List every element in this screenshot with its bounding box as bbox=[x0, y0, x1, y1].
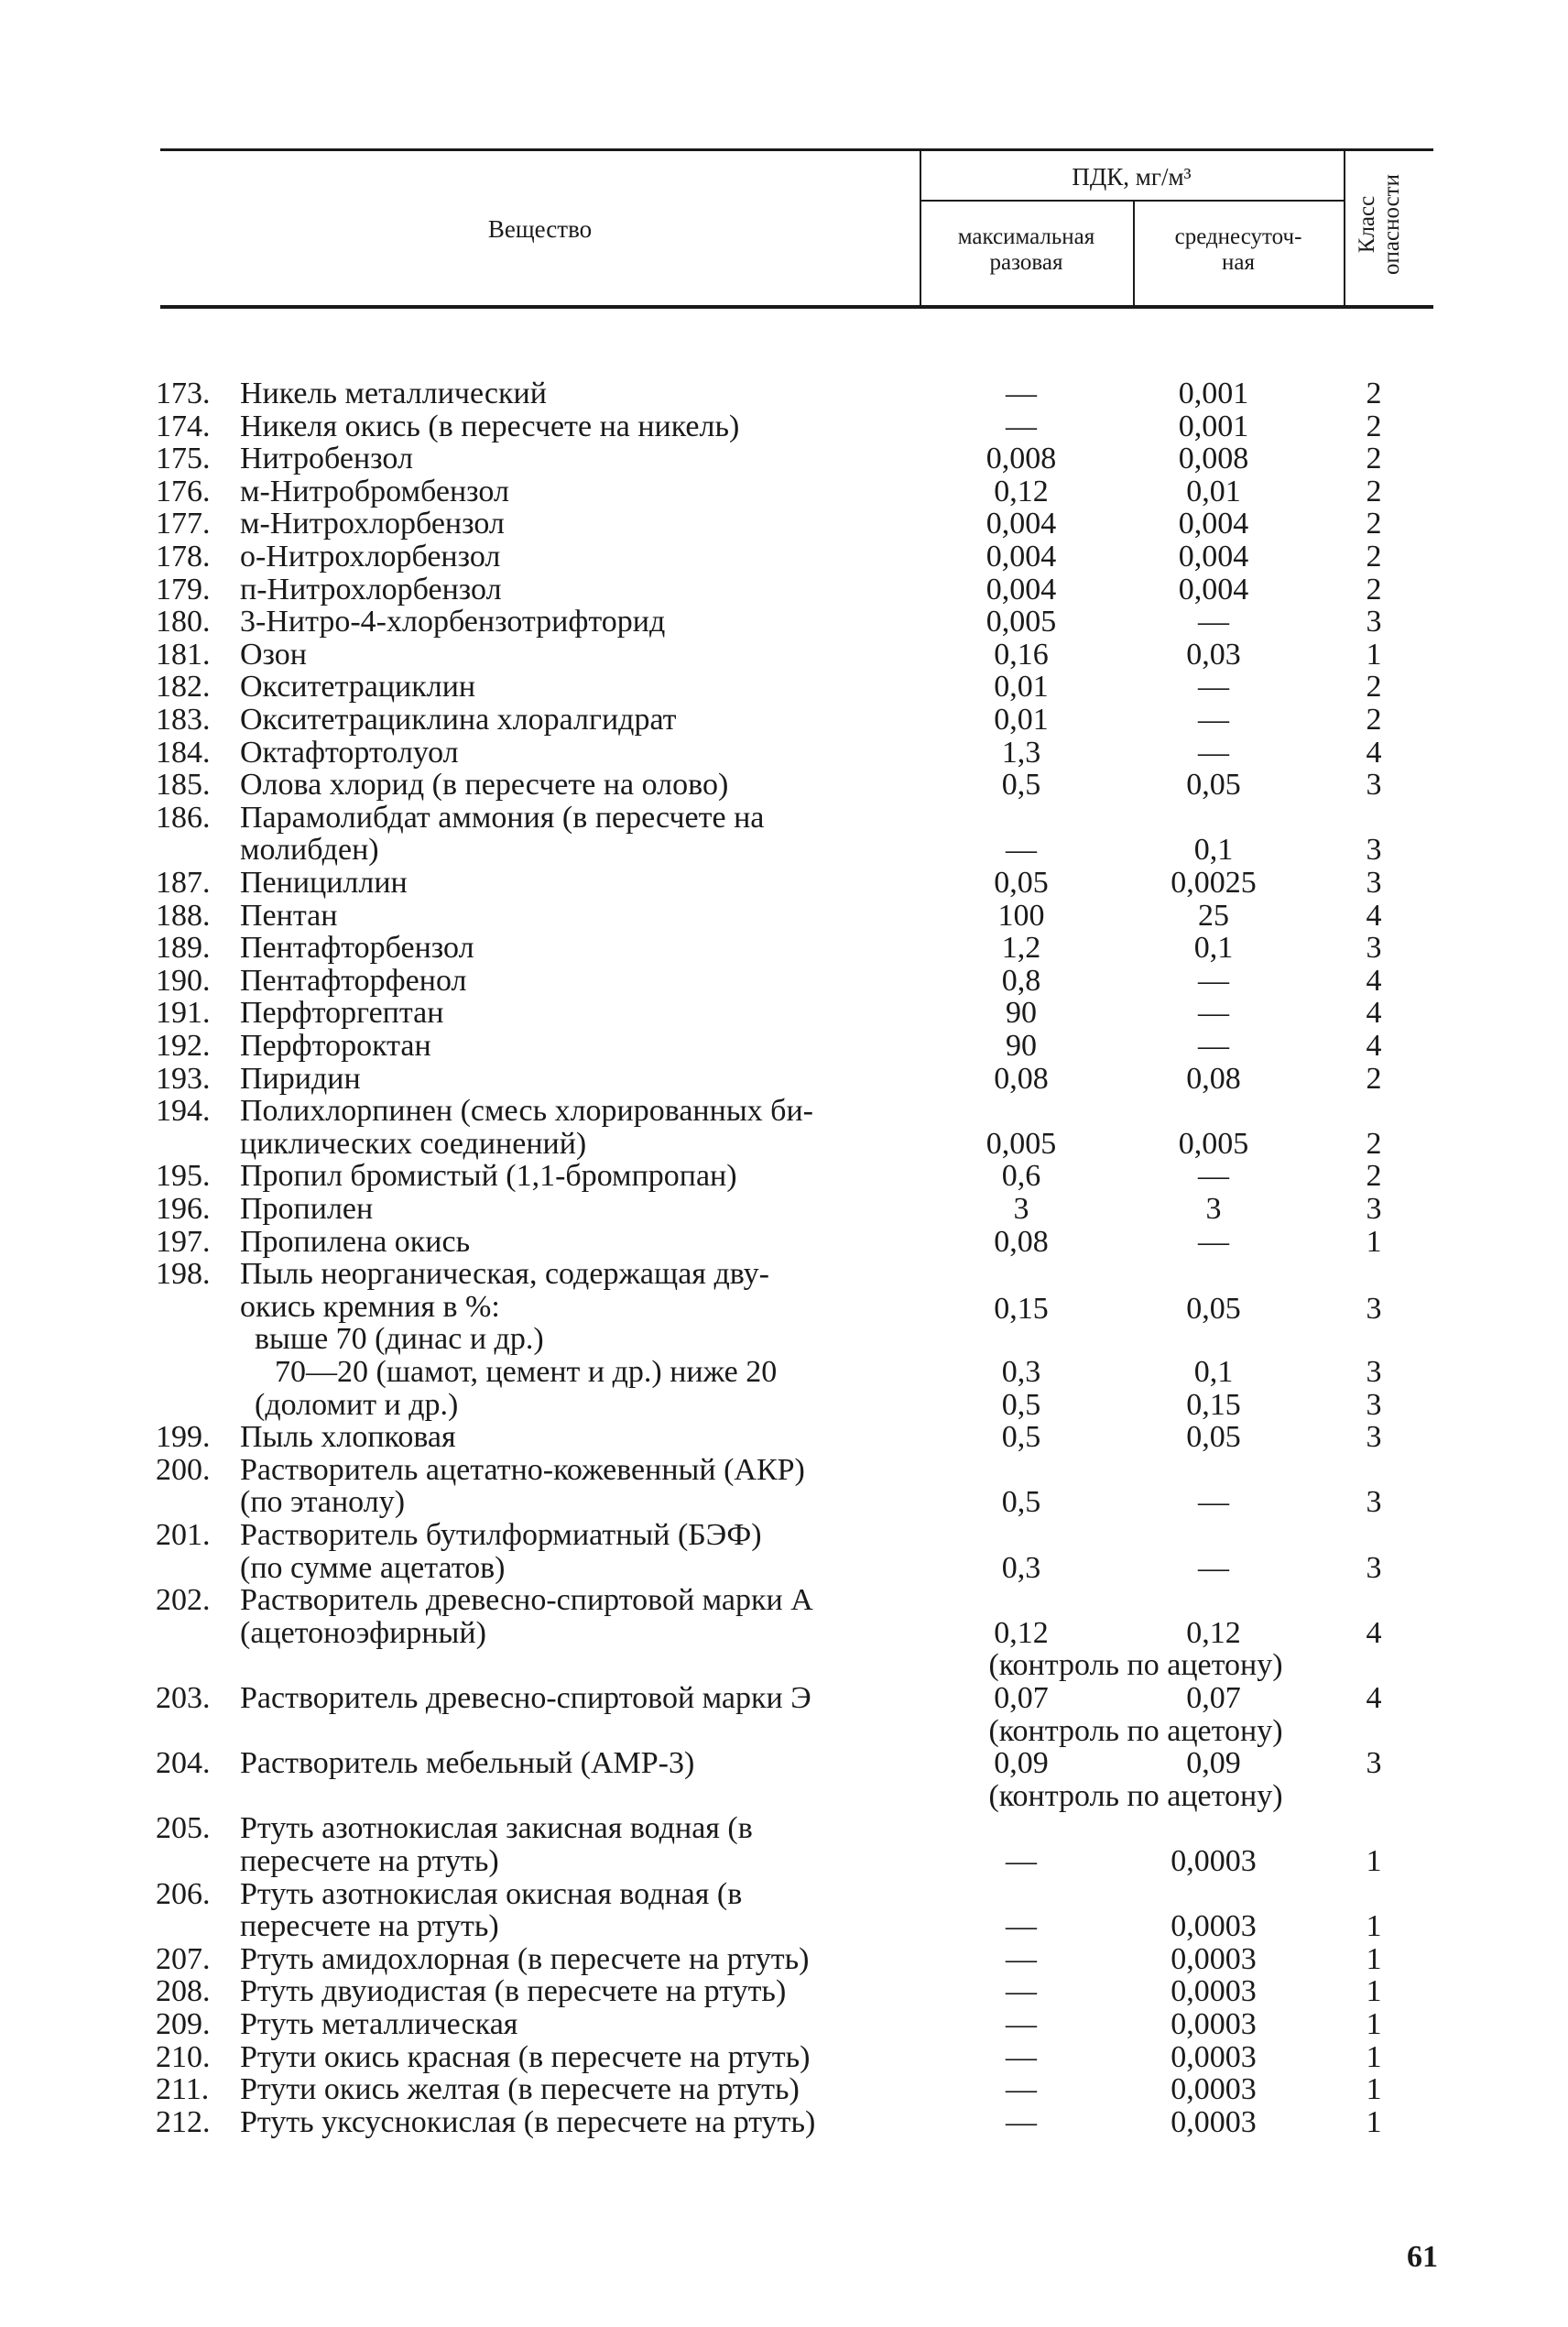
table-row bbox=[0, 900, 1568, 933]
substance-name: Никель металлический bbox=[240, 377, 547, 410]
substance-name: Ртуть амидохлорная (в пересчете на ртуть) bbox=[240, 1941, 810, 1976]
pdk-max-once: 0,5 bbox=[1001, 768, 1041, 803]
table-row bbox=[0, 1812, 1568, 1877]
row-number: 208. bbox=[156, 1974, 211, 2009]
row-number: 203. bbox=[156, 1681, 211, 1715]
hazard-class: 3 bbox=[1366, 605, 1382, 639]
hazard-class: 2 bbox=[1366, 507, 1382, 541]
pdk-daily: — bbox=[1198, 605, 1229, 639]
pdk-max-once: 0,004 bbox=[985, 572, 1057, 606]
substance-name: (по этанолу) bbox=[240, 1485, 406, 1520]
pdk-max-once: 90 bbox=[1006, 1029, 1037, 1063]
pdk-max-once: 0,08 bbox=[994, 1224, 1049, 1259]
pdk-daily: 0,1 bbox=[1193, 1355, 1234, 1389]
pdk-daily: 0,0025 bbox=[1171, 866, 1257, 900]
pdk-daily: 0,004 bbox=[1178, 572, 1249, 606]
pdk-max-once: 1,3 bbox=[1001, 735, 1041, 770]
row-number: 180. bbox=[156, 605, 211, 639]
substance-name: Ртуть металлическая bbox=[240, 2007, 518, 2041]
table-row bbox=[0, 932, 1568, 965]
table-row bbox=[0, 1519, 1568, 1584]
row-number: 205. bbox=[156, 1811, 211, 1846]
row-number: 204. bbox=[156, 1746, 211, 1781]
hazard-class: 1 bbox=[1366, 637, 1382, 672]
pdk-daily: 0,07 bbox=[1186, 1681, 1241, 1715]
header-bottom-rule bbox=[160, 305, 1433, 309]
substance-name: о-Нитрохлорбензол bbox=[240, 540, 501, 574]
pdk-daily: 0,0003 bbox=[1171, 2007, 1257, 2041]
row-number: 195. bbox=[156, 1159, 211, 1194]
substance-name: Октафтортолуол bbox=[240, 735, 459, 770]
pdk-max-once: 0,5 bbox=[1001, 1420, 1041, 1455]
pdk-daily: 0,1 bbox=[1193, 833, 1234, 868]
pdk-daily: 0,05 bbox=[1186, 768, 1241, 803]
pdk-max-once: 0,8 bbox=[1001, 963, 1041, 998]
substance-name: Пентан bbox=[240, 898, 338, 933]
header-substance: Вещество bbox=[487, 215, 593, 243]
row-number: 209. bbox=[156, 2007, 211, 2041]
pdk-max-once: — bbox=[1006, 2072, 1037, 2107]
pdk-daily: — bbox=[1198, 963, 1229, 998]
table-row bbox=[0, 671, 1568, 704]
table-row bbox=[0, 737, 1568, 770]
header-top-rule bbox=[160, 148, 1433, 151]
control-note: (контроль по ацетону) bbox=[988, 1778, 1283, 1813]
row-number: 207. bbox=[156, 1941, 211, 1976]
header-pdk: ПДК, мг/м³ bbox=[1072, 163, 1192, 191]
hazard-class: 2 bbox=[1366, 1061, 1382, 1096]
substance-name: Ртуть двуиодистая (в пересчете на ртуть) bbox=[240, 1974, 787, 2009]
row-number: 201. bbox=[156, 1518, 211, 1552]
hazard-class: 2 bbox=[1366, 377, 1382, 410]
table-row bbox=[0, 704, 1568, 737]
hazard-class: 1 bbox=[1366, 2039, 1382, 2074]
hazard-class: 4 bbox=[1366, 1681, 1382, 1715]
row-number: 210. bbox=[156, 2039, 211, 2074]
hazard-class: 3 bbox=[1366, 1387, 1382, 1422]
pdk-daily: — bbox=[1198, 1159, 1229, 1194]
hazard-class: 1 bbox=[1366, 1224, 1382, 1259]
substance-name: Окситетрациклина хлоралгидрат bbox=[240, 703, 677, 737]
table-row bbox=[0, 1323, 1568, 1356]
table-row bbox=[0, 2008, 1568, 2041]
pdk-daily: 0,005 bbox=[1178, 1126, 1249, 1161]
substance-name: Пропилен bbox=[240, 1192, 374, 1226]
hazard-class: 1 bbox=[1366, 1941, 1382, 1976]
substance-name: (доломит и др.) bbox=[255, 1387, 459, 1422]
hazard-class: 2 bbox=[1366, 670, 1382, 705]
pdk-max-once: — bbox=[1006, 833, 1037, 868]
pdk-max-once: 0,5 bbox=[1001, 1485, 1041, 1520]
pdk-daily: 0,03 bbox=[1186, 637, 1241, 672]
table-row bbox=[0, 802, 1568, 867]
substance-name: Озон bbox=[240, 637, 307, 672]
substance-name: Пыль хлопковая bbox=[240, 1420, 456, 1455]
row-number: 177. bbox=[156, 507, 211, 541]
control-note: (контроль по ацетону) bbox=[988, 1648, 1283, 1683]
substance-name: Полихлорпинен (смесь хлорированных би- bbox=[240, 1094, 813, 1129]
row-number: 193. bbox=[156, 1061, 211, 1096]
header-divider-class bbox=[1344, 151, 1345, 305]
table-row bbox=[0, 377, 1568, 410]
pdk-max-once: — bbox=[1006, 2039, 1037, 2074]
substance-name: Парамолибдат аммония (в пересчете на bbox=[240, 800, 765, 835]
pdk-max-once: 0,15 bbox=[994, 1291, 1049, 1326]
pdk-max-once: 3 bbox=[1013, 1192, 1029, 1226]
substance-name: Пропил бромистый (1,1-бромпропан) bbox=[240, 1159, 737, 1194]
pdk-max-once: 0,16 bbox=[994, 637, 1049, 672]
row-number: 199. bbox=[156, 1420, 211, 1455]
row-number: 186. bbox=[156, 800, 211, 835]
pdk-max-once: 0,05 bbox=[994, 866, 1049, 900]
hazard-class: 3 bbox=[1366, 833, 1382, 868]
hazard-class: 1 bbox=[1366, 1974, 1382, 2009]
pdk-daily: 3 bbox=[1205, 1192, 1222, 1226]
header-hazard-class bbox=[1355, 151, 1404, 298]
row-number: 202. bbox=[156, 1583, 211, 1618]
pdk-max-once: 0,07 bbox=[994, 1681, 1049, 1715]
pdk-daily: 0,0003 bbox=[1171, 2039, 1257, 2074]
substance-name: молибден) bbox=[240, 833, 379, 868]
page-number: 61 bbox=[1407, 2240, 1438, 2274]
control-note: (контроль по ацетону) bbox=[988, 1713, 1283, 1748]
header-daily-line1: среднесуточ- bbox=[1174, 224, 1302, 249]
pdk-daily: 0,0003 bbox=[1171, 2072, 1257, 2107]
substance-name: (ацетоноэфирный) bbox=[240, 1615, 486, 1650]
hazard-class: 1 bbox=[1366, 2104, 1382, 2139]
table-row bbox=[0, 1746, 1568, 1813]
pdk-daily: 0,0003 bbox=[1171, 2104, 1257, 2139]
row-number: 176. bbox=[156, 474, 211, 508]
table-row bbox=[0, 1943, 1568, 1976]
substance-name: 3-Нитро-4-хлорбензотрифторид bbox=[240, 605, 666, 639]
table-row bbox=[0, 1356, 1568, 1421]
substance-name: Растворитель древесно-спиртовой марки Э bbox=[240, 1681, 811, 1715]
substance-name: Растворитель мебельный (АМР-3) bbox=[240, 1746, 695, 1781]
pdk-daily: 0,0003 bbox=[1171, 1909, 1257, 1944]
hazard-class: 2 bbox=[1366, 703, 1382, 737]
pdk-daily: 0,0003 bbox=[1171, 1843, 1257, 1878]
substance-name: п-Нитрохлорбензол bbox=[240, 572, 502, 606]
pdk-daily: 0,05 bbox=[1186, 1291, 1241, 1326]
pdk-max-once: — bbox=[1006, 1941, 1037, 1976]
row-number: 194. bbox=[156, 1094, 211, 1129]
table-row bbox=[0, 965, 1568, 998]
pdk-max-once: — bbox=[1006, 409, 1037, 443]
row-number: 198. bbox=[156, 1257, 211, 1292]
header-pdk-rule bbox=[920, 200, 1344, 202]
pdk-max-once: 0,004 bbox=[985, 540, 1057, 574]
header-daily bbox=[1133, 224, 1344, 276]
table-row bbox=[0, 2073, 1568, 2106]
row-number: 200. bbox=[156, 1452, 211, 1487]
pdk-max-once: 0,12 bbox=[994, 1615, 1049, 1650]
substance-name: пересчете на ртуть) bbox=[240, 1843, 499, 1878]
row-number: 197. bbox=[156, 1224, 211, 1259]
table-row bbox=[0, 1975, 1568, 2008]
pdk-max-once: — bbox=[1006, 1909, 1037, 1944]
pdk-max-once: 0,08 bbox=[994, 1061, 1049, 1096]
pdk-daily: 0,001 bbox=[1178, 377, 1249, 410]
pdk-daily: 0,001 bbox=[1178, 409, 1249, 443]
table-row bbox=[0, 639, 1568, 672]
substance-name: Пентафторфенол bbox=[240, 963, 467, 998]
row-number: 178. bbox=[156, 540, 211, 574]
hazard-class: 3 bbox=[1366, 1550, 1382, 1585]
pdk-daily: 0,08 bbox=[1186, 1061, 1241, 1096]
substance-name: м-Нитрохлорбензол bbox=[240, 507, 505, 541]
hazard-class: 2 bbox=[1366, 1126, 1382, 1161]
hazard-class: 4 bbox=[1366, 963, 1382, 998]
substance-name: Растворитель ацетатно-кожевенный (АКР) bbox=[240, 1452, 805, 1487]
substance-name: выше 70 (динас и др.) bbox=[255, 1322, 544, 1357]
pdk-max-once: 1,2 bbox=[1001, 931, 1041, 966]
pdk-daily: 25 bbox=[1198, 898, 1229, 933]
substance-name: Растворитель древесно-спиртовой марки А bbox=[240, 1583, 813, 1618]
substance-name: циклических соединений) bbox=[240, 1126, 587, 1161]
pdk-max-once: 0,12 bbox=[994, 474, 1049, 508]
row-number: 189. bbox=[156, 931, 211, 966]
row-number: 211. bbox=[156, 2072, 210, 2107]
pdk-daily: — bbox=[1198, 735, 1229, 770]
substance-name: Пыль неорганическая, содержащая дву- bbox=[240, 1257, 769, 1292]
hazard-class: 3 bbox=[1366, 1485, 1382, 1520]
table-row bbox=[0, 606, 1568, 639]
table-row bbox=[0, 475, 1568, 508]
pdk-max-once: — bbox=[1006, 1974, 1037, 2009]
table-row bbox=[0, 508, 1568, 541]
pdk-daily: — bbox=[1198, 1029, 1229, 1063]
pdk-max-once: — bbox=[1006, 2007, 1037, 2041]
substance-name: Растворитель бутилформиатный (БЭФ) bbox=[240, 1518, 762, 1552]
hazard-class: 1 bbox=[1366, 2007, 1382, 2041]
hazard-class: 3 bbox=[1366, 768, 1382, 803]
hazard-class: 4 bbox=[1366, 1615, 1382, 1650]
pdk-daily: — bbox=[1198, 670, 1229, 705]
pdk-max-once: — bbox=[1006, 1843, 1037, 1878]
substance-name: 70—20 (шамот, цемент и др.) ниже 20 bbox=[275, 1355, 778, 1389]
pdk-daily: 0,004 bbox=[1178, 540, 1249, 574]
pdk-daily: 0,09 bbox=[1186, 1746, 1241, 1781]
pdk-max-once: 0,3 bbox=[1001, 1550, 1041, 1585]
row-number: 181. bbox=[156, 637, 211, 672]
row-number: 185. bbox=[156, 768, 211, 803]
table-row bbox=[0, 1160, 1568, 1193]
table-row bbox=[0, 574, 1568, 606]
hazard-class: 2 bbox=[1366, 409, 1382, 443]
hazard-class: 4 bbox=[1366, 898, 1382, 933]
row-number: 175. bbox=[156, 442, 211, 476]
substance-name: Олова хлорид (в пересчете на олово) bbox=[240, 768, 729, 803]
table-row bbox=[0, 1583, 1568, 1683]
pdk-daily: 0,0003 bbox=[1171, 1941, 1257, 1976]
row-number: 196. bbox=[156, 1192, 211, 1226]
header-max-once-line2: разовая bbox=[989, 250, 1063, 275]
pdk-max-once: 0,09 bbox=[994, 1746, 1049, 1781]
hazard-class: 3 bbox=[1366, 866, 1382, 900]
pdk-daily: 0,008 bbox=[1178, 442, 1249, 476]
table-row bbox=[0, 2106, 1568, 2139]
table-row bbox=[0, 1421, 1568, 1454]
substance-name: (по сумме ацетатов) bbox=[240, 1550, 506, 1585]
row-number: 188. bbox=[156, 898, 211, 933]
table-row bbox=[0, 442, 1568, 475]
table-row bbox=[0, 1878, 1568, 1943]
hazard-class: 3 bbox=[1366, 1746, 1382, 1781]
pdk-max-once: 90 bbox=[1006, 996, 1037, 1031]
pdk-max-once: — bbox=[1006, 377, 1037, 410]
substance-name: Пиридин bbox=[240, 1061, 361, 1096]
substance-name: Ртути окись желтая (в пересчете на ртуть) bbox=[240, 2072, 800, 2107]
substance-name: Ртуть азотнокислая окисная водная (в bbox=[240, 1876, 743, 1911]
hazard-class: 3 bbox=[1366, 931, 1382, 966]
table-row bbox=[0, 997, 1568, 1030]
substance-name: Перфтороктан bbox=[240, 1029, 431, 1063]
substance-name: м-Нитробромбензол bbox=[240, 474, 509, 508]
pdk-daily: — bbox=[1198, 703, 1229, 737]
row-number: 191. bbox=[156, 996, 211, 1031]
header-daily-line2: ная bbox=[1222, 250, 1255, 275]
row-number: 187. bbox=[156, 866, 211, 900]
pdk-daily: — bbox=[1198, 1550, 1229, 1585]
row-number: 212. bbox=[156, 2104, 211, 2139]
pdk-daily: — bbox=[1198, 1224, 1229, 1259]
hazard-class: 3 bbox=[1366, 1291, 1382, 1326]
row-number: 183. bbox=[156, 703, 211, 737]
pdk-max-once: 0,008 bbox=[985, 442, 1057, 476]
substance-name: Нитробензол bbox=[240, 442, 413, 476]
pdk-daily: 0,1 bbox=[1193, 931, 1234, 966]
pdk-daily: 0,0003 bbox=[1171, 1974, 1257, 2009]
substance-name: Никеля окись (в пересчете на никель) bbox=[240, 409, 740, 443]
table-row bbox=[0, 1030, 1568, 1063]
table-row bbox=[0, 410, 1568, 443]
table-row bbox=[0, 1681, 1568, 1748]
row-number: 173. bbox=[156, 377, 211, 410]
row-number: 184. bbox=[156, 735, 211, 770]
header-hazard-line1: Класс bbox=[1355, 195, 1379, 254]
pdk-daily: 0,15 bbox=[1186, 1387, 1241, 1422]
pdk-max-once: 100 bbox=[997, 898, 1045, 933]
header-max-once-line1: максимальная bbox=[957, 224, 1095, 249]
header-hazard-line2: опасности bbox=[1379, 174, 1404, 275]
hazard-class: 2 bbox=[1366, 474, 1382, 508]
hazard-class: 3 bbox=[1366, 1192, 1382, 1226]
substance-name: Пентафторбензол bbox=[240, 931, 474, 966]
table-row bbox=[0, 2041, 1568, 2074]
pdk-max-once: 0,3 bbox=[1001, 1355, 1041, 1389]
pdk-max-once: 0,01 bbox=[994, 670, 1049, 705]
row-number: 206. bbox=[156, 1876, 211, 1911]
pdk-max-once: 0,5 bbox=[1001, 1387, 1041, 1422]
row-number: 182. bbox=[156, 670, 211, 705]
table-row bbox=[0, 1095, 1568, 1160]
pdk-daily: 0,05 bbox=[1186, 1420, 1241, 1455]
hazard-class: 3 bbox=[1366, 1420, 1382, 1455]
table-row bbox=[0, 1257, 1568, 1326]
hazard-class: 2 bbox=[1366, 540, 1382, 574]
pdk-max-once: — bbox=[1006, 2104, 1037, 2139]
pdk-daily: 0,01 bbox=[1186, 474, 1241, 508]
row-number: 190. bbox=[156, 963, 211, 998]
pdk-daily: — bbox=[1198, 1485, 1229, 1520]
hazard-class: 2 bbox=[1366, 1159, 1382, 1194]
substance-name: пересчете на ртуть) bbox=[240, 1909, 499, 1944]
pdk-max-once: 0,005 bbox=[985, 1126, 1057, 1161]
table-row bbox=[0, 1454, 1568, 1519]
pdk-max-once: 0,01 bbox=[994, 703, 1049, 737]
substance-name: Ртуть уксуснокислая (в пересчете на ртуть) bbox=[240, 2104, 816, 2139]
pdk-max-once: 0,6 bbox=[1001, 1159, 1041, 1194]
row-number: 179. bbox=[156, 572, 211, 606]
header-max-once bbox=[920, 224, 1133, 276]
substance-name: Ртути окись красная (в пересчете на ртуть) bbox=[240, 2039, 811, 2074]
table-row bbox=[0, 1063, 1568, 1096]
substance-name: Окситетрациклин bbox=[240, 670, 476, 705]
pdk-daily: — bbox=[1198, 996, 1229, 1031]
pdk-daily: 0,004 bbox=[1178, 507, 1249, 541]
hazard-class: 2 bbox=[1366, 572, 1382, 606]
hazard-class: 2 bbox=[1366, 442, 1382, 476]
substance-name: Перфторгептан bbox=[240, 996, 444, 1031]
hazard-class: 4 bbox=[1366, 735, 1382, 770]
hazard-class: 4 bbox=[1366, 1029, 1382, 1063]
pdk-max-once: 0,004 bbox=[985, 507, 1057, 541]
table-row bbox=[0, 769, 1568, 802]
table-row bbox=[0, 1226, 1568, 1259]
hazard-class: 4 bbox=[1366, 996, 1382, 1031]
table-row bbox=[0, 867, 1568, 900]
hazard-class: 1 bbox=[1366, 2072, 1382, 2107]
substance-name: окись кремния в %: bbox=[240, 1289, 500, 1324]
row-number: 192. bbox=[156, 1029, 211, 1063]
substance-name: Ртуть азотнокислая закисная водная (в bbox=[240, 1811, 753, 1846]
hazard-class: 1 bbox=[1366, 1909, 1382, 1944]
hazard-class: 1 bbox=[1366, 1843, 1382, 1878]
pdk-max-once: 0,005 bbox=[985, 605, 1057, 639]
row-number: 174. bbox=[156, 409, 211, 443]
substance-name: Пропилена окись bbox=[240, 1224, 471, 1259]
table-row bbox=[0, 541, 1568, 574]
table-row bbox=[0, 1193, 1568, 1226]
pdk-daily: 0,12 bbox=[1186, 1615, 1241, 1650]
hazard-class: 3 bbox=[1366, 1355, 1382, 1389]
substance-name: Пенициллин bbox=[240, 866, 408, 900]
